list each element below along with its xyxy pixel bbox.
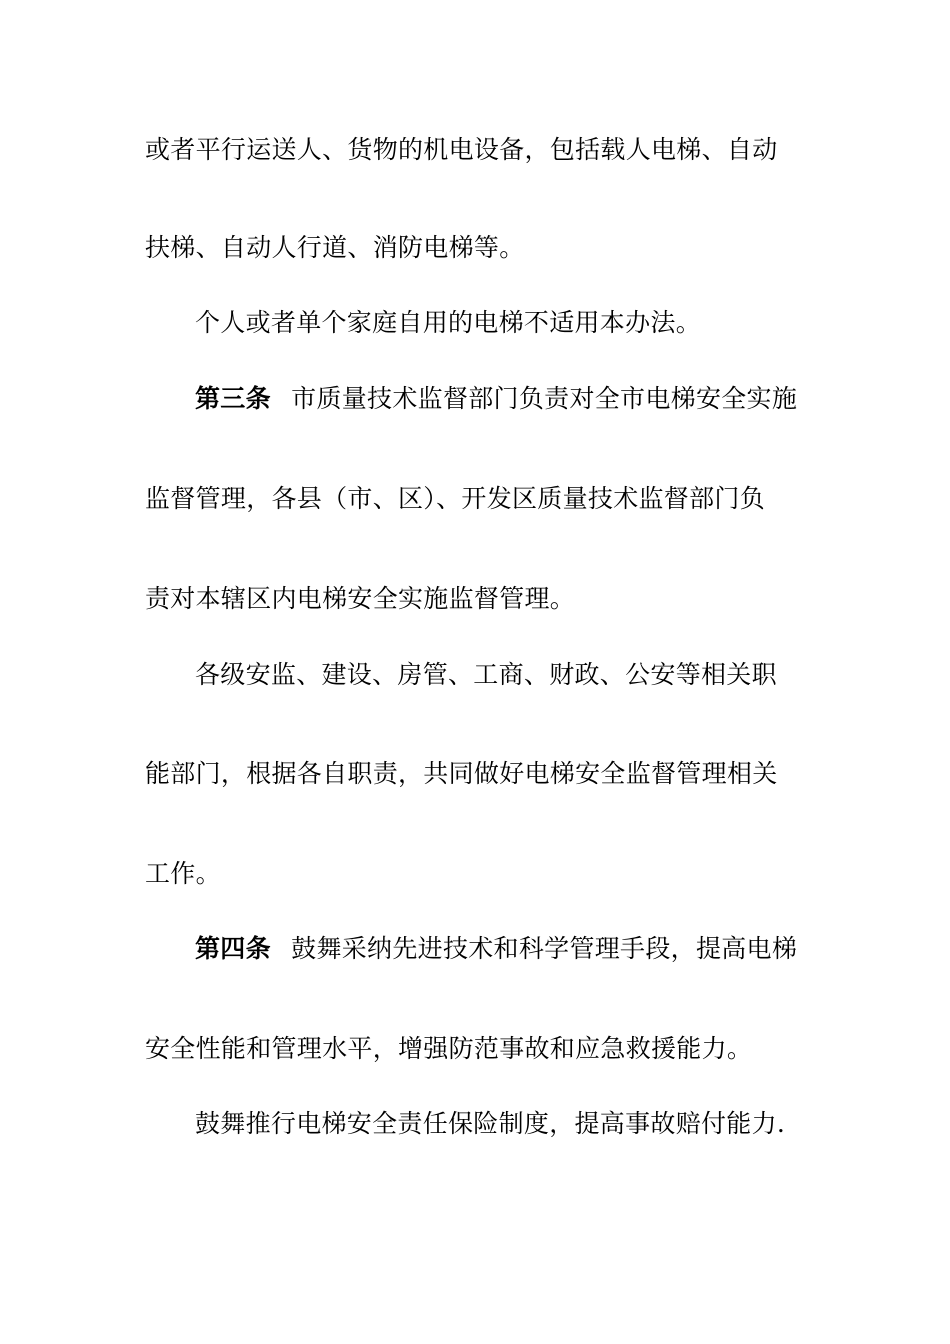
article-3-heading: 第三条	[195, 384, 271, 413]
paragraph-line-1: 或者平行运送人、货物的机电设备，包括载人电梯、自动	[145, 135, 778, 164]
paragraph-line-12: 鼓舞推行电梯安全责任保险制度，提高事故赔付能力.	[195, 1109, 786, 1138]
paragraph-line-6: 责对本辖区内电梯安全实施监督管理。	[145, 584, 576, 613]
paragraph-line-11: 安全性能和管理水平，增强防范事故和应急救援能力。	[145, 1034, 753, 1063]
paragraph-line-5: 监督管理，各县（市、区）、开发区质量技术监督部门负	[145, 484, 766, 513]
article-4-text: 鼓舞采纳先进技术和科学管理手段，提高电梯	[291, 934, 798, 963]
paragraph-line-7: 各级安监、建设、房管、工商、财政、公安等相关职	[195, 660, 777, 689]
article-3-text: 市质量技术监督部门负责对全市电梯安全实施	[291, 384, 798, 413]
paragraph-line-2: 扶梯、自动人行道、消防电梯等。	[145, 233, 525, 262]
paragraph-line-8: 能部门，根据各自职责，共同做好电梯安全监督管理相关	[145, 759, 778, 788]
article-3-first-line	[195, 383, 797, 415]
article-4-first-line	[195, 933, 797, 965]
paragraph-line-9: 工作。	[145, 859, 221, 888]
article-4-heading: 第四条	[195, 934, 271, 963]
paragraph-line-3: 个人或者单个家庭自用的电梯不适用本办法。	[195, 308, 702, 337]
